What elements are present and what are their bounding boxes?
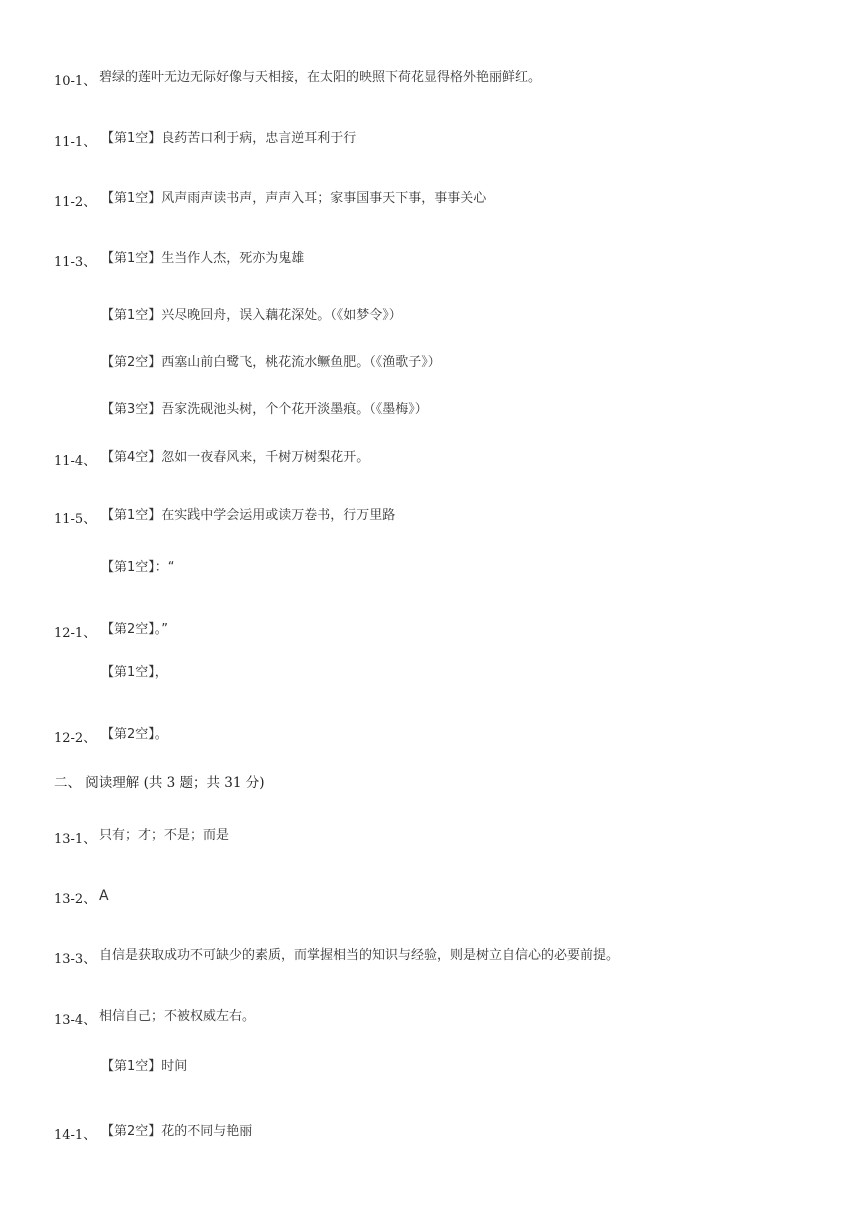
section-heading: 二、 阅读理解 (共 3 题；共 31 分) (54, 775, 265, 791)
answer-text: 【第4空】忽如一夜春风来，千树万树梨花开。 (101, 450, 370, 465)
question-number: 12-1、 (54, 626, 97, 641)
question-number: 13-4、 (54, 1013, 97, 1028)
question-number: 10-1、 (54, 74, 97, 89)
answer-text: 【第1空】生当作人杰，死亦为鬼雄 (101, 251, 305, 266)
answer-text: 自信是获取成功不可缺少的素质，而掌握相当的知识与经验，则是树立自信心的必要前提。 (99, 948, 620, 963)
answer-text: 【第3空】吾家洗砚池头树，个个花开淡墨痕。（《墨梅》） (101, 402, 428, 417)
question-number: 13-3、 (54, 952, 97, 967)
answer-text: 【第1空】， (101, 665, 168, 680)
question-number: 11-4、 (54, 454, 97, 469)
answer-text: A (99, 888, 109, 904)
question-number: 12-2、 (54, 731, 97, 746)
answer-text: 只有；才；不是；而是 (99, 828, 230, 843)
question-number: 11-1、 (54, 135, 97, 150)
question-number: 13-2、 (54, 892, 97, 907)
answer-text: 【第1空】在实践中学会运用或读万卷书，行万里路 (101, 508, 396, 523)
question-number: 11-3、 (54, 255, 97, 270)
answer-text: 【第2空】。” (101, 622, 169, 637)
answer-text: 相信自己；不被权威左右。 (99, 1009, 256, 1024)
answer-text: 【第1空】风声雨声读书声，声声入耳；家事国事天下事，事事关心 (101, 191, 487, 206)
answer-text: 【第1空】良药苦口利于病，忠言逆耳利于行 (101, 131, 357, 146)
answer-text: 【第1空】时间 (101, 1059, 188, 1074)
answer-text: 【第2空】。 (101, 727, 168, 742)
question-number: 11-5、 (54, 512, 97, 527)
answer-text: 碧绿的莲叶无边无际好像与天相接，在太阳的映照下荷花显得格外艳丽鲜红。 (99, 70, 542, 85)
question-number: 13-1、 (54, 832, 97, 847)
answer-text: 【第1空】：“ (101, 560, 175, 575)
answer-text: 【第1空】兴尽晚回舟，误入藕花深处。（《如梦令》） (101, 308, 402, 323)
answer-text: 【第2空】西塞山前白鹭飞，桃花流水鳜鱼肥。（《渔歌子》） (101, 355, 441, 370)
question-number: 11-2、 (54, 195, 97, 210)
answer-text: 【第2空】花的不同与艳丽 (101, 1124, 253, 1139)
question-number: 14-1、 (54, 1128, 97, 1143)
